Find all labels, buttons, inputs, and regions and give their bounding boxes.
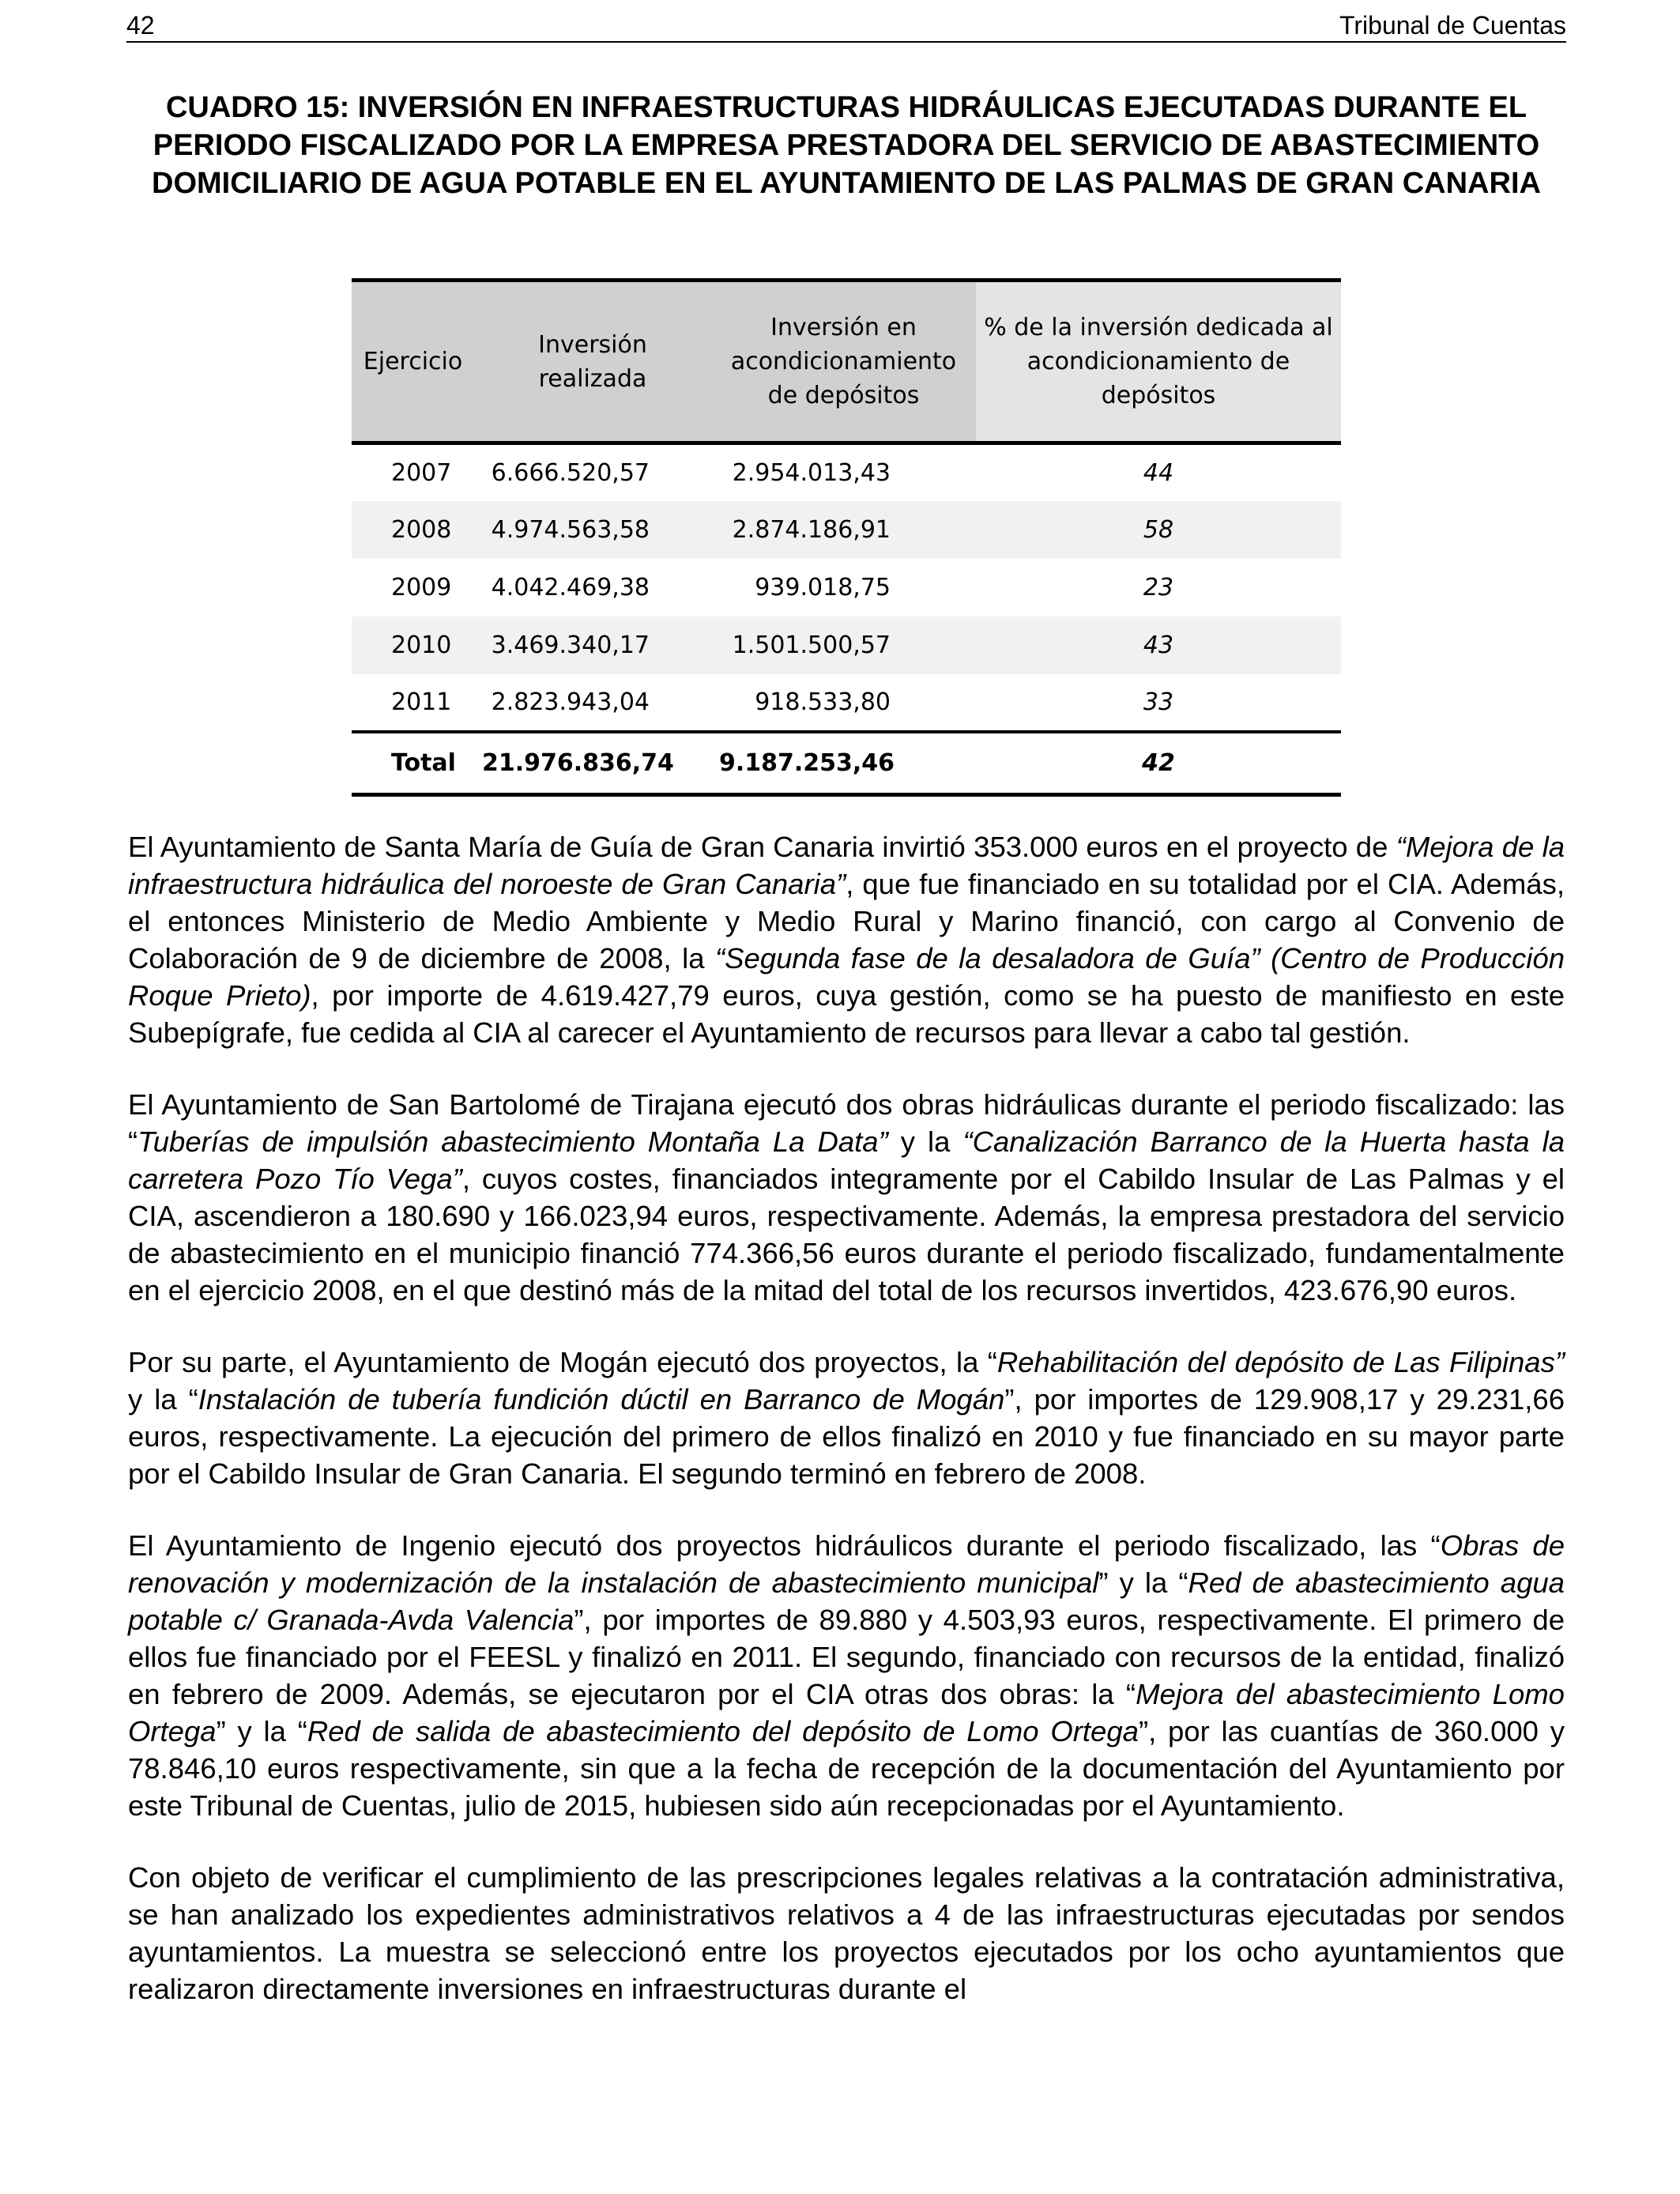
text-run: y la xyxy=(887,1125,963,1158)
cell-deposits: 939.018,75 xyxy=(755,573,891,601)
text-run: , por importe de 4.619.427,79 euros, cuya gestión, como se ha puesto de manifiesto en este Subepígrafe, fue cedida al CIA al carecer el Ayuntamiento de recursos para llevar a cabo tal gestión. xyxy=(128,979,1565,1049)
italic-project-name: “Mejora de la infraestructura hidráulica del noroeste de Gran Canaria” xyxy=(128,831,1565,900)
text-run: , cuyos costes, financiados integramente por el Cabildo Insular de Las Palmas y el CIA, ascendieron a 180.690 y 166.023,94 euros, respectivamente. Además, la empresa prestadora del servicio de abastecimiento en el municipio financió 774.366,56 euros durante el periodo fiscalizado, fundamentalmente en el ejercicio 2008, en el que destinó más de la mitad del total de los recursos invertidos, 423.676,90 euros. xyxy=(128,1163,1565,1306)
paragraph xyxy=(128,1859,1565,2007)
cell-investment: 2.823.943,04 xyxy=(491,688,650,716)
header-investment: Inversión realizada xyxy=(474,281,711,443)
page-header xyxy=(126,9,1566,43)
italic-project-name: Instalación de tubería fundición dúctil en Barranco de Mogán xyxy=(198,1383,1005,1416)
text-run: ” y la “ xyxy=(216,1715,307,1747)
running-title: Tribunal de Cuentas xyxy=(1339,11,1566,40)
text-run: y la “ xyxy=(128,1383,198,1416)
text-run: ” y la “ xyxy=(1098,1566,1188,1599)
paragraph xyxy=(128,1527,1565,1824)
header-deposits: Inversión en acondicionamiento de depósitos xyxy=(711,281,976,443)
cell-percent: 33 xyxy=(1143,688,1174,716)
italic-project-name: Red de abastecimiento agua potable c/ Granada-Avda Valencia xyxy=(128,1566,1565,1636)
cell-percent: 44 xyxy=(1143,458,1174,487)
italic-project-name: Obras de renovación y modernización de la instalación de abastecimiento municipal xyxy=(128,1529,1565,1599)
cell-percent: 23 xyxy=(1143,573,1174,601)
italic-project-name: Mejora del abastecimiento Lomo Ortega xyxy=(128,1678,1565,1747)
total-deposits: 9.187.253,46 xyxy=(711,732,976,795)
table-row xyxy=(352,616,1341,674)
cell-investment: 4.974.563,58 xyxy=(491,515,650,544)
cell-investment: 4.042.469,38 xyxy=(491,573,650,601)
text-run: , que fue financiado en su totalidad por el CIA. Además, el entonces Ministerio de Medio Ambiente y Medio Rural y Marino financió, con cargo al Convenio de Colaboración de 9 de diciembre de 2008, la xyxy=(128,868,1565,974)
cell-year: 2010 xyxy=(391,631,452,659)
page-number: 42 xyxy=(126,11,155,40)
cell-deposits: 918.533,80 xyxy=(755,688,891,716)
table-row xyxy=(352,443,1341,501)
cell-year: 2008 xyxy=(391,515,452,544)
paragraph xyxy=(128,828,1565,1051)
text-run: El Ayuntamiento de Santa María de Guía de Gran Canaria invirtió 353.000 euros en el proyecto de xyxy=(128,831,1396,863)
header-year: Ejercicio xyxy=(352,281,474,443)
cell-investment: 6.666.520,57 xyxy=(491,458,650,487)
cell-year: 2011 xyxy=(391,688,452,716)
table-total-row xyxy=(352,732,1341,795)
text-run: El Ayuntamiento de San Bartolomé de Tirajana ejecutó dos obras hidráulicas durante el periodo fiscalizado: las “ xyxy=(128,1088,1565,1158)
italic-project-name: Rehabilitación del depósito de Las Filipinas” xyxy=(996,1346,1565,1378)
cell-year: 2009 xyxy=(391,573,452,601)
text-run: ”, por importes de 89.880 y 4.503,93 euros, respectivamente. El primero de ellos fue financiado por el FEESL y finalizó en 2011. El segundo, financiado con recursos de la entidad, finalizó en febrero de 2009. Además, se ejecutaron por el CIA otras dos obras: la “ xyxy=(128,1604,1565,1710)
total-percent: 42 xyxy=(976,732,1341,795)
paragraph xyxy=(128,1086,1565,1309)
total-investment: 21.976.836,74 xyxy=(474,732,711,795)
cell-percent: 58 xyxy=(1143,515,1174,544)
paragraph xyxy=(128,1344,1565,1492)
text-run: El Ayuntamiento de Ingenio ejecutó dos proyectos hidráulicos durante el periodo fiscalizado, las “ xyxy=(128,1529,1441,1562)
cell-investment: 3.469.340,17 xyxy=(491,631,650,659)
text-run: Por su parte, el Ayuntamiento de Mogán ejecutó dos proyectos, la “ xyxy=(128,1346,997,1378)
italic-project-name: Red de salida de abastecimiento del depósito de Lomo Ortega xyxy=(307,1715,1139,1747)
text-run: ”, por importes de 129.908,17 y 29.231,66 euros, respectivamente. La ejecución del primero de ellos finalizó en 2010 y fue financiado en su mayor parte por el Cabildo Insular de Gran Canaria. El segundo terminó en febrero de 2008. xyxy=(128,1383,1565,1490)
italic-project-name: “Segunda fase de la desaladora de Guía” (Centro de Producción Roque Prieto) xyxy=(128,942,1565,1012)
italic-project-name: Tuberías de impulsión abastecimiento Montaña La Data” xyxy=(137,1125,888,1158)
cell-year: 2007 xyxy=(391,458,452,487)
table-row xyxy=(352,559,1341,616)
cell-percent: 43 xyxy=(1143,631,1174,659)
cell-deposits: 2.954.013,43 xyxy=(732,458,891,487)
cell-deposits: 1.501.500,57 xyxy=(732,631,891,659)
body-text xyxy=(128,828,1565,2042)
italic-project-name: “Canalización Barranco de la Huerta hasta la carretera Pozo Tío Vega” xyxy=(128,1125,1565,1195)
table-title: CUADRO 15: INVERSIÓN EN INFRAESTRUCTURAS HIDRÁULICAS EJECUTADAS DURANTE EL PERIODO FISCALIZADO POR LA EMPRESA PRESTADORA DEL SERVICIO DE ABASTECIMIENTO DOMICILIARIO DE AGUA POTABLE EN EL AYUNTAMIENTO DE LAS PALMAS DE GRAN CANARIA xyxy=(152,91,1541,200)
text-run: Con objeto de verificar el cumplimiento de las prescripciones legales relativas a la contratación administrativa, se han analizado los expedientes administrativos relativos a 4 de las infraestructuras ejecutadas por sendos ayuntamientos. La muestra se seleccionó entre los proyectos ejecutados por los ocho ayuntamientos que realizaron directamente inversiones en infraestructuras durante el xyxy=(128,1861,1565,2005)
total-label: Total xyxy=(352,732,474,795)
table-row xyxy=(352,674,1341,732)
header-percent: % de la inversión dedicada al acondicionamiento de depósitos xyxy=(976,281,1341,443)
table-row xyxy=(352,501,1341,559)
text-run: ”, por las cuantías de 360.000 y 78.846,10 euros respectivamente, sin que a la fecha de recepción de la documentación del Ayuntamiento por este Tribunal de Cuentas, julio de 2015, hubiesen sido aún recepcionadas por el Ayuntamiento. xyxy=(128,1715,1565,1822)
investment-table xyxy=(352,278,1341,797)
cell-deposits: 2.874.186,91 xyxy=(732,515,891,544)
table-header-row xyxy=(352,281,1341,443)
